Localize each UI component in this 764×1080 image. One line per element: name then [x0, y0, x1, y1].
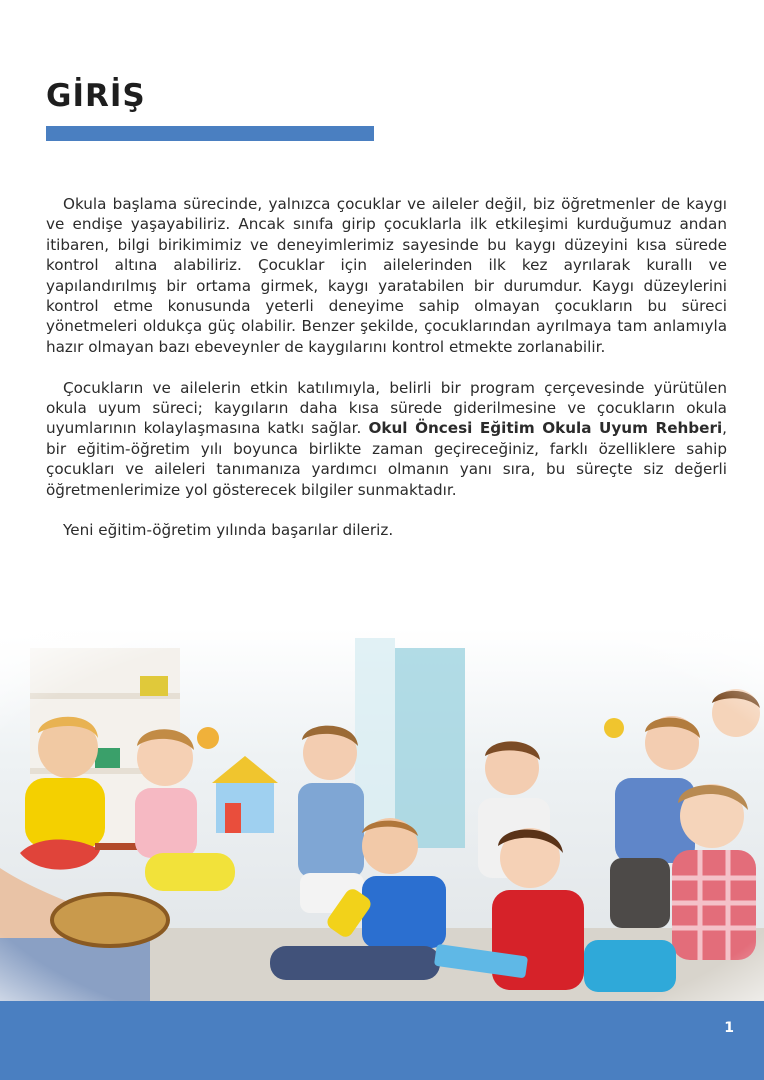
- paragraph-1-text: Okula başlama sürecinde, yalnızca çocuklar ve aileler değil, biz öğretmenler de kaygı ve endişe yaşayabiliriz. Ancak sınıfa girip çocuklarla ilk etkileşimi kurduğumuz andan itibaren, bilgi birikimimiz ve deneyimlerimiz sayesinde bu kaygı düzeyini kısa sürede kontrol altına alabiliriz. Çocuklar için ailelerinden ilk kez ayrılarak kurallı ve yapılandırılmış bir ortama girmek, kaygı yaratabilen bir durumdur. Kaygı düzeylerini kontrol etme konusunda yeterli deneyime sahip olmayan çocukların bu süreci yönetmeleri oldukça güç olabilir. Benzer şekilde, çocuklarından ayrılmaya tam anlamıyla hazır olmayan bazı ebeveynler de kaygılarını kontrol etmekte zorlanabilir.: [46, 195, 727, 356]
- paragraph-3-text: Yeni eğitim-öğretim yılında başarılar dileriz.: [63, 521, 394, 540]
- page-title: GİRİŞ: [46, 78, 146, 114]
- classroom-children-photo: [0, 628, 764, 1002]
- body-text: [46, 194, 727, 561]
- page-number: 1: [724, 1020, 734, 1036]
- paragraph-2-text-start: Çocukların ve ailelerin etkin katılımıyla, belirli bir program çerçevesinde yürütülen okula uyum süreci; kaygıların daha kısa sürede giderilmesine ve çocukların okula uyumlarının kolaylaşmasına katkı sağlar.: [46, 378, 727, 438]
- paragraph-2-text-end: , bir eğitim-öğretim yılı boyunca birlikte zaman geçireceğiniz, farklı özelliklere sahip çocukları ve aileleri tanımanıza yardımcı olmanın yanı sıra, bu süreçte siz değerli öğretmenlerimize yol gösterecek bilgiler sunmaktadır.: [46, 419, 727, 499]
- paragraph-1: [46, 194, 727, 357]
- paragraph-3: [46, 520, 727, 540]
- paragraph-2: [46, 378, 727, 500]
- guide-title-bold: Okul Öncesi Eğitim Okula Uyum Rehberi: [368, 419, 723, 438]
- page-footer: [0, 1001, 764, 1080]
- title-underline-bar: [46, 126, 374, 141]
